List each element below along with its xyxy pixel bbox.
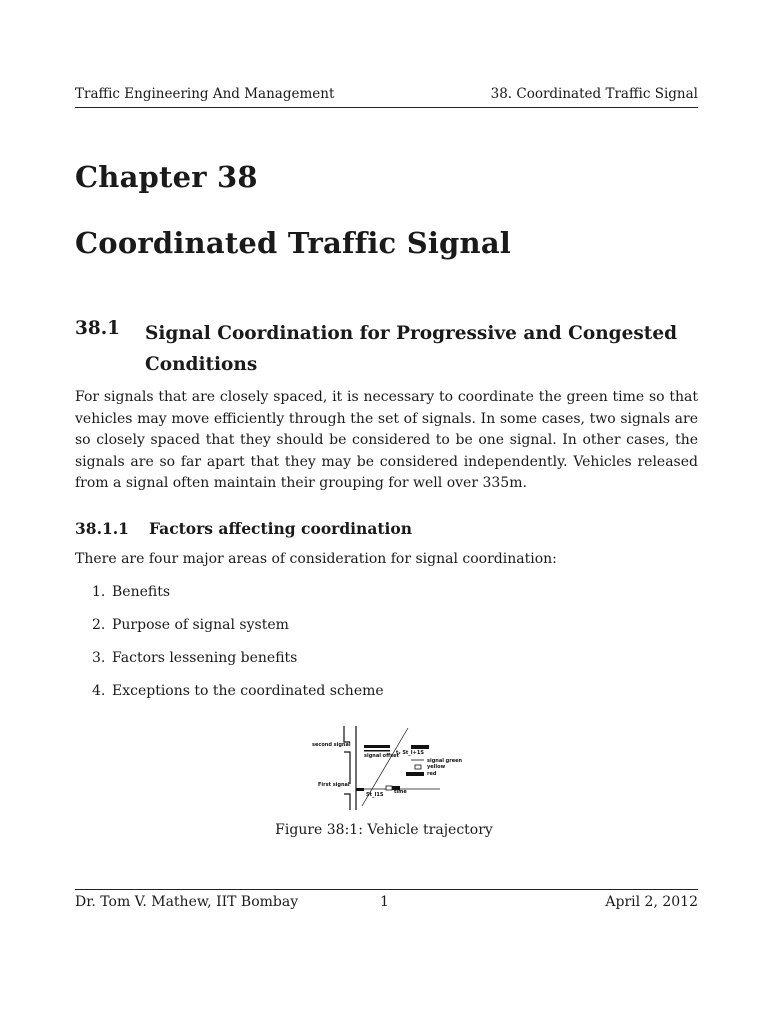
t1-label: St_I1S <box>366 792 384 798</box>
signal-offset-label: signal offset <box>364 753 399 759</box>
header-rule <box>75 107 698 108</box>
list-item-text: Benefits <box>112 584 171 600</box>
chapter-title: Coordinated Traffic Signal <box>75 226 512 260</box>
time-label: time <box>394 789 407 795</box>
subsection-intro: There are four major areas of consideration for signal coordination: <box>75 551 557 567</box>
section-paragraph: For signals that are closely spaced, it is necessary to coordinate the green time so that vehicles may move efficiently through the set of signals. In some cases, two signals are so closely spaced that they should be considered to be one signal. In other cases, the signals are so far apart that they may be considered independently. Vehicles released from a signal often maintain their grouping for well over 335m. <box>75 389 698 492</box>
list-item-number: 2. <box>92 617 106 633</box>
list-item-text: Purpose of signal system <box>112 617 289 633</box>
list-item <box>92 584 384 617</box>
factors-list <box>92 584 384 716</box>
list-item-number: 3. <box>92 650 106 666</box>
legend-red-label: red <box>427 771 437 777</box>
list-item <box>92 617 384 650</box>
running-header-left: Traffic Engineering And Management <box>75 86 335 102</box>
section-number: 38.1 <box>75 318 121 339</box>
legend-green-label: signal green <box>427 758 463 764</box>
footer-rule <box>75 889 698 890</box>
first-signal-label: First signal <box>318 782 350 788</box>
chapter-label: Chapter 38 <box>75 160 258 194</box>
subsection-title: Factors affecting coordination <box>149 519 413 538</box>
list-item <box>92 683 384 716</box>
subsection-number: 38.1.1 <box>75 519 129 538</box>
t2-label: t₂ St_I+1S <box>396 750 424 756</box>
list-item-text: Exceptions to the coordinated scheme <box>112 683 384 699</box>
footer-date: April 2, 2012 <box>605 894 698 910</box>
road-diagram <box>344 726 356 810</box>
section-title: Signal Coordination for Progressive and Congested Conditions <box>145 323 678 375</box>
figure-caption: Figure 38:1: Vehicle trajectory <box>275 822 493 838</box>
second-signal-label: second signal <box>312 742 351 748</box>
list-item-number: 1. <box>92 584 106 600</box>
list-item-text: Factors lessening benefits <box>112 650 298 666</box>
footer-page-number: 1 <box>380 894 389 910</box>
vehicle-trajectory-figure <box>300 722 470 812</box>
list-item <box>92 650 384 683</box>
running-header-right: 38. Coordinated Traffic Signal <box>490 86 698 102</box>
footer-author: Dr. Tom V. Mathew, IIT Bombay <box>75 894 299 910</box>
legend-yellow-label: yellow <box>427 764 446 770</box>
list-item-number: 4. <box>92 683 106 699</box>
